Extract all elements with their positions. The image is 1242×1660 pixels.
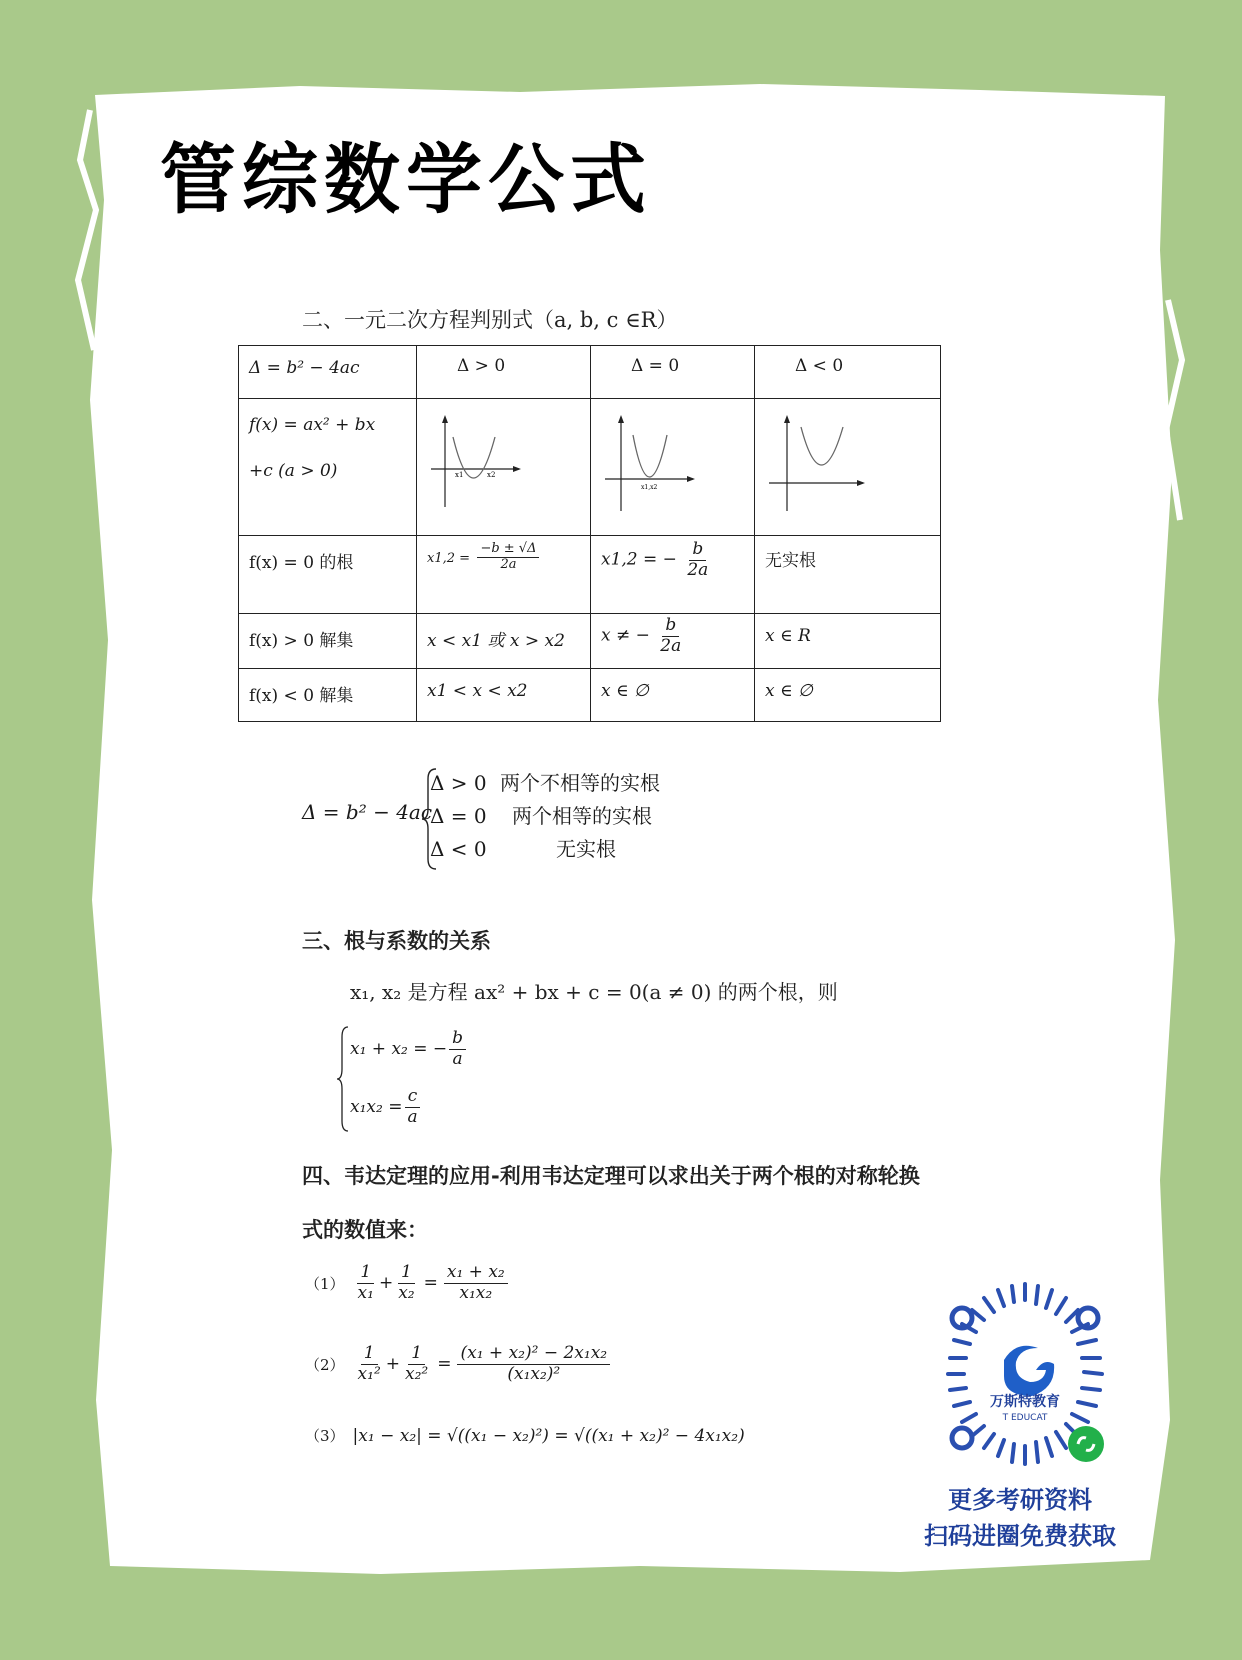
formula-1: （1） $\frac{1}{\text{x₁}}$ + $\frac{1}{\text{x₂}}$ = $\frac{\text{x₁ + x₂}}{\text{x₁x₂}}$ <box>305 1263 510 1303</box>
graph-zero <box>591 399 755 536</box>
parabola-two-roots <box>423 407 523 517</box>
vieta-system: x₁ + x₂ = − $\frac{b}{a}$ x₁x₂ = $\frac{c}{a}$ <box>336 1025 476 1135</box>
lt-zero: x ∈ ∅ <box>591 669 755 722</box>
gt-neg: x ∈ R <box>755 614 941 669</box>
formula-2: （2） $\frac{1}{\text{x₁²}}$ + $\frac{1}{\text{x₂²}}$ = $\frac{\text{(x₁ + x₂)² − 2x₁x₂}}{\text{(x₁x₂)²}}$ <box>305 1344 612 1384</box>
root-zero: x1,2 = − $\frac{b}{2a}$ <box>591 536 755 614</box>
parabola-no-root <box>761 407 871 517</box>
graph-label: f(x) = ax² + bx +c (a > 0) <box>239 399 417 536</box>
lt-label: f(x) < 0 解集 <box>239 669 417 722</box>
promo-line2: 扫码进圈免费获取 <box>924 1521 1116 1550</box>
header-zero: Δ = 0 <box>591 346 755 399</box>
svg-text:万斯特教育: 万斯特教育 <box>990 1394 1060 1410</box>
qr-code[interactable] <box>920 1278 1130 1488</box>
gt-pos: x < x1 或 x > x2 <box>417 614 591 669</box>
svg-text:x1: x1 <box>455 471 464 479</box>
section4-heading-line2: 式的数值来： <box>302 1218 428 1242</box>
root-label: f(x) = 0 的根 <box>239 536 417 614</box>
section3-heading: 三、根与系数的关系 <box>302 929 491 953</box>
header-pos: Δ > 0 <box>417 346 591 399</box>
promo-line1: 更多考研资料 <box>948 1485 1092 1514</box>
section4-heading-line1: 四、韦达定理的应用-利用韦达定理可以求出关于两个根的对称轮换 <box>302 1164 920 1188</box>
svg-text:x2: x2 <box>487 471 496 479</box>
section3-intro: x₁, x₂ 是方程 ax² + bx + c = 0(a ≠ 0) 的两个根，则 <box>350 980 838 1004</box>
root-neg: 无实根 <box>755 536 941 614</box>
svg-text:x1,x2: x1,x2 <box>641 484 658 491</box>
graph-pos <box>417 399 591 536</box>
lt-neg: x ∈ ∅ <box>755 669 941 722</box>
svg-text:T EDUCAT: T EDUCAT <box>1002 1413 1048 1423</box>
formula-3: （3） |x₁ − x₂| = √((x₁ − x₂)²) = √((x₁ + x₂)² − 4x₁x₂) <box>305 1425 745 1446</box>
parabola-one-root <box>597 407 697 517</box>
gt-zero: x ≠ − $\frac{b}{2a}$ <box>591 614 755 669</box>
header-disc: Δ = b² − 4ac <box>239 346 417 399</box>
header-neg: Δ < 0 <box>755 346 941 399</box>
lt-pos: x1 < x < x2 <box>417 669 591 722</box>
gt-label: f(x) > 0 解集 <box>239 614 417 669</box>
graph-neg <box>755 399 941 536</box>
brace <box>336 1025 350 1133</box>
page-title: 管综数学公式 <box>160 135 652 224</box>
root-pos: x1,2 = $\frac{-b \pm √\Delta}{2a}$ <box>417 536 591 614</box>
section2-heading: 二、一元二次方程判别式（a, b, c ∈R） <box>302 308 678 332</box>
discriminant-table <box>238 345 941 722</box>
